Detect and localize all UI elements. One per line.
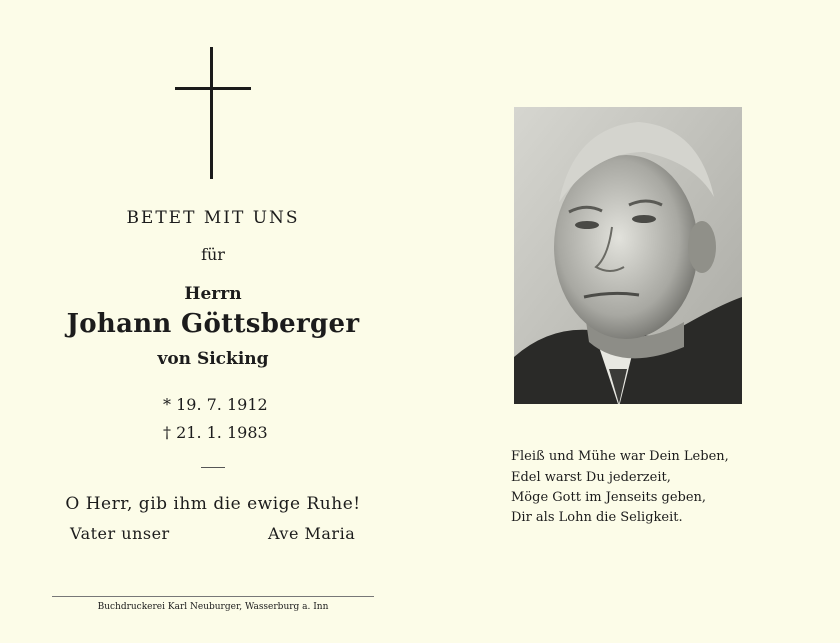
birth-date: * 19. 7. 1912: [163, 395, 268, 414]
heading: BETET MIT UNS: [126, 208, 300, 228]
cross-icon: [175, 47, 251, 179]
death-date: † 21. 1. 1983: [163, 423, 268, 442]
verse-line-1: Fleiß und Mühe war Dein Leben,: [511, 449, 729, 464]
separator-bottom: [52, 596, 374, 597]
printer-credit: Buchdruckerei Karl Neuburger, Wasserburg a. Inn: [97, 602, 329, 612]
deceased-name: Johann Göttsberger: [66, 309, 360, 339]
verse-line-3: Möge Gott im Jenseits geben,: [511, 490, 707, 505]
cross-horizontal-bar: [175, 87, 251, 90]
portrait-photo: [514, 107, 742, 404]
cross-vertical-bar: [210, 47, 213, 179]
prayer-right: Ave Maria: [268, 524, 356, 543]
title-text: Herrn: [184, 284, 242, 304]
verse-line-2: Edel warst Du jederzeit,: [511, 470, 671, 485]
origin-text: von Sicking: [157, 349, 269, 369]
prayer-line: O Herr, gib ihm die ewige Ruhe!: [65, 494, 361, 514]
verse-line-4: Dir als Lohn die Seligkeit.: [511, 510, 683, 525]
for-text: für: [201, 245, 225, 264]
separator-short: [201, 467, 225, 468]
prayer-left: Vater unser: [70, 524, 170, 543]
